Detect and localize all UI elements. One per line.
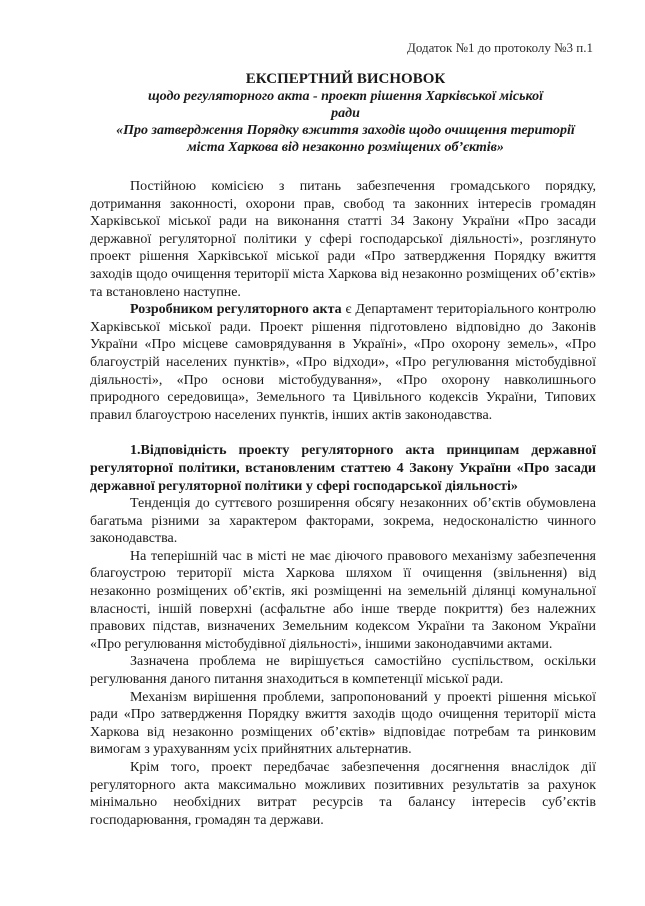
paragraph-tendency: Тенденція до суттєвого розширення обсягу незаконних об’єктів обумовлена багатьма різними за характером факторами, зокрема, недосконалістю чинного законодавства. xyxy=(90,496,596,547)
document-body xyxy=(90,178,596,829)
paragraph-current-state: На теперішній час в місті не має діючого правового механізму забезпечення благоустрою території міста Харкова шляхом її очищення (звільнення) від незаконно розміщених об’єктів, які розміщенні на земельній ділянці комунальної власності, іншій поверхні (асфальтне або інше тверде покриття) без належних правових підстав, визначених Земельним кодексом України та Законом України «Про регулювання містобудівної діяльності», іншими законодавчими актами. xyxy=(90,548,596,652)
developer-text: є Департамент територіального контролю Харківської міської ради. Проект рішення підготовлено відповідно до Законів України «Про місцеве самоврядування в Україні», «Про охорону земель», «Про благоустрій населених пунктів», «Про відходи», «Про регулювання містобудівної діяльності», «Про основи містобудування», «Про охорону навколишнього природного середовища», Земельного та Цивільного кодексів України, Типових правил благоустрою населених пунктів, інших актів законодавства. xyxy=(90,302,596,423)
paragraph-mechanism: Механізм вирішення проблеми, запропонований у проекті рішення міської ради «Про затвердження Порядку вжиття заходів щодо очищення території міста Харкова від незаконно розміщених об’єктів» відповідає потребам та ринковим вимогам з урахуванням усіх прийнятних альтернатив. xyxy=(90,689,596,758)
title-block xyxy=(88,70,603,156)
paragraph-commission: Постійною комісією з питань забезпечення громадського порядку, дотримання законності, охорони прав, свобод та законних інтересів громадян Харківської міської ради на виконання статті 34 Закону України «Про засади державної регуляторної політики у сфері господарської діяльності», розглянуто проект рішення Харківської міської ради «Про затвердження Порядку вжиття заходів щодо очищення території міста Харкова від незаконно розміщених об’єктів» та встановлено наступне. xyxy=(90,179,596,300)
document-title: ЕКСПЕРТНИЙ ВИСНОВОК xyxy=(245,71,446,87)
annex-note: Додаток №1 до протоколу №3 п.1 xyxy=(406,40,593,55)
paragraph-problem: Зазначена проблема не вирішується самостійно суспільством, оскільки регулювання даного питання знаходиться в компетенції міської ради. xyxy=(90,654,596,688)
section-1-heading: 1.Відповідність проекту регуляторного акта принципам державної регуляторної політики, встановленим статтею 4 Закону України «Про засади державної регуляторної політики у сфері господарської діяльності» xyxy=(90,443,596,494)
subtitle-line-1: щодо регуляторного акта - проект рішення Харківської міської xyxy=(148,89,543,104)
paragraph-developer xyxy=(90,301,596,424)
subtitle-line-2: ради xyxy=(331,106,360,121)
developer-label: Розробником регуляторного акта xyxy=(130,302,342,318)
subtitle-line-4: міста Харкова від незаконно розміщених об’єктів» xyxy=(187,140,504,155)
paragraph-moreover: Крім того, проект передбачає забезпечення досягнення внаслідок дії регуляторного акта максимально можливих позитивних результатів за рахунок мінімально необхідних витрат ресурсів та балансу інтересів суб’єктів господарювання, громадян та держави. xyxy=(90,760,596,828)
subtitle-line-3: «Про затвердження Порядку вжиття заходів щодо очищення території xyxy=(116,123,575,138)
